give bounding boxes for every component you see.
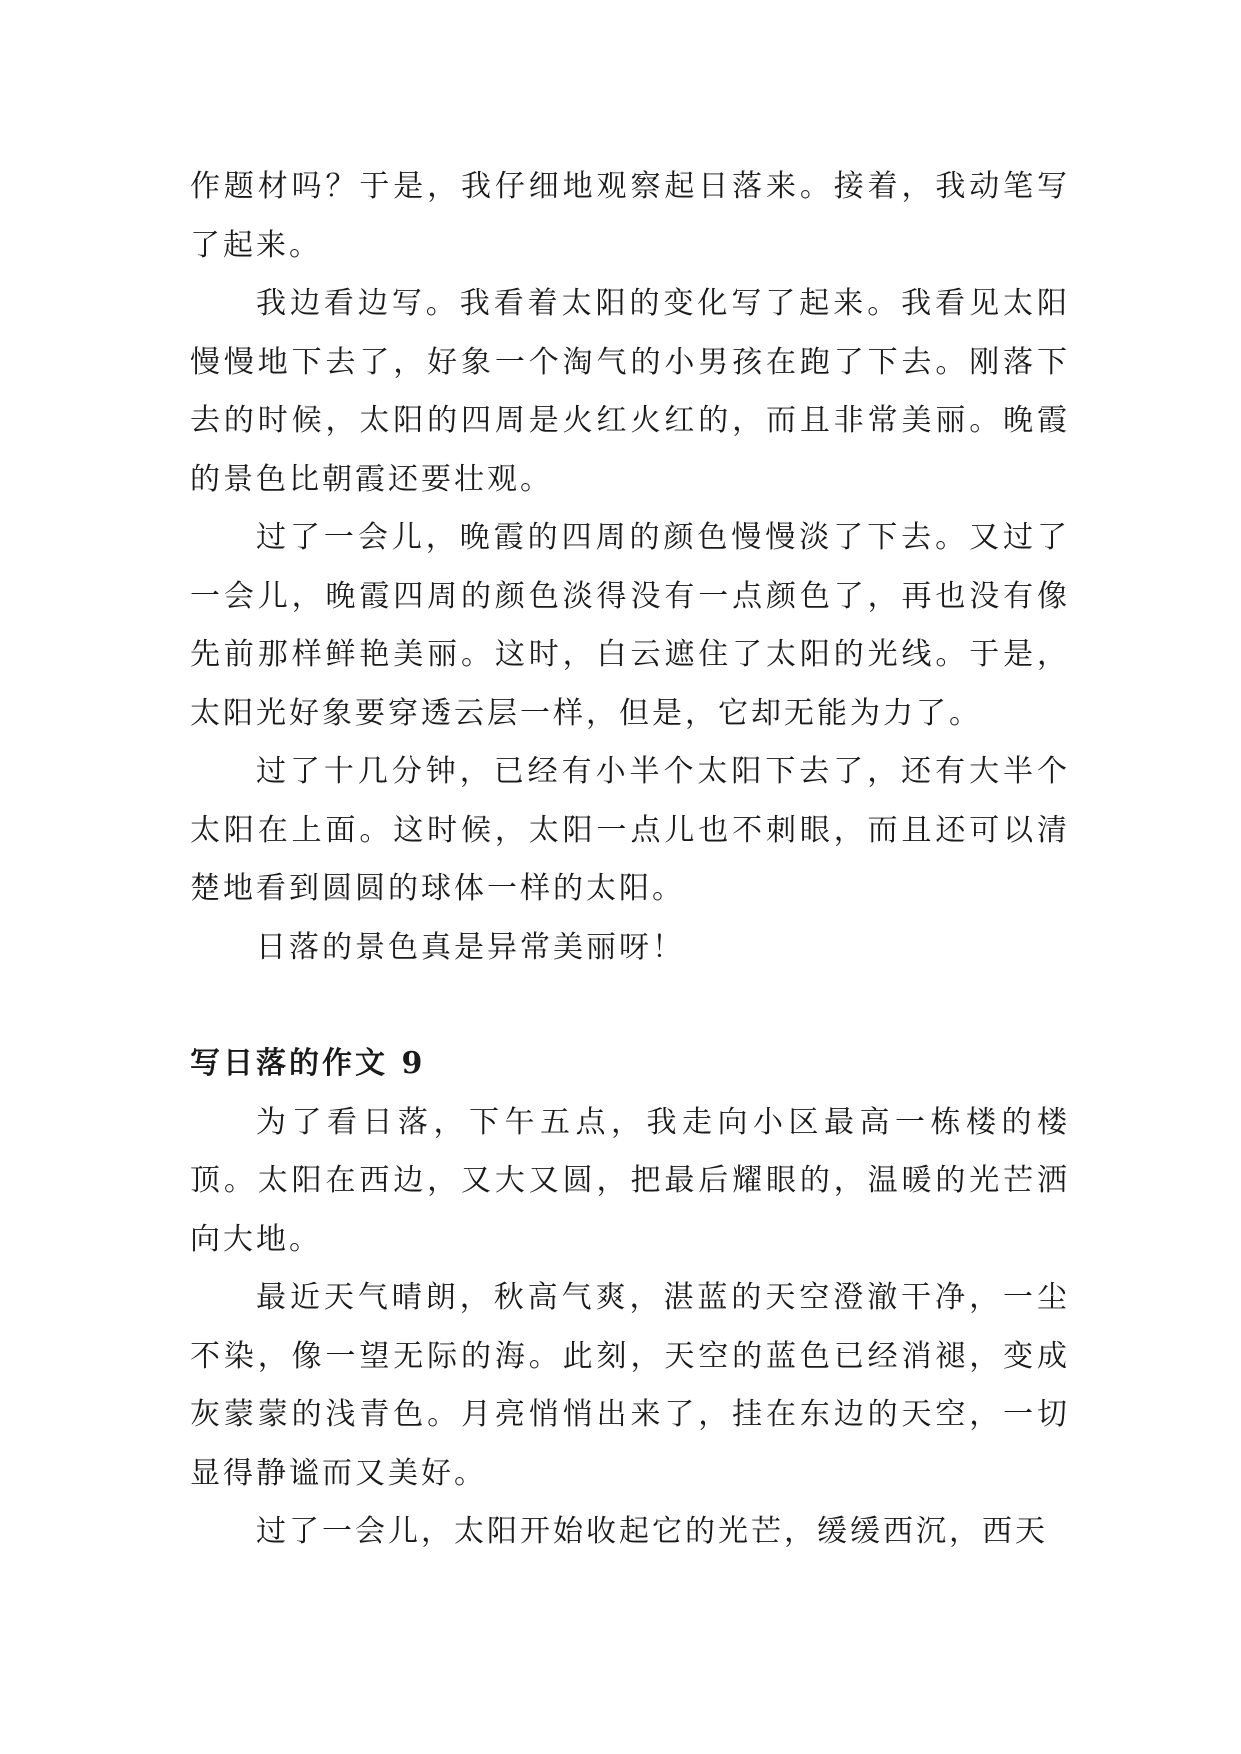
- paragraph: 过了一会儿，太阳开始收起它的光芒，缓缓西沉，西天: [256, 1514, 1048, 1549]
- paragraph: 过了十几分钟，已经有小半个太阳下去了，还有大半个太阳在上面。这时候，太阳一点儿也不刺眼，而且还可以清楚地看到圆圆的球体一样的太阳。: [190, 754, 1070, 906]
- section-title: 写日落的作文 9: [190, 1046, 426, 1081]
- paragraph: 为了看日落，下午五点，我走向小区最高一栋楼的楼顶。太阳在西边，又大又圆，把最后耀眼的，温暖的光芒洒向大地。: [190, 1104, 1070, 1257]
- section-spacer: [190, 977, 1070, 1035]
- paragraph: 最近天气晴朗，秋高气爽，湛蓝的天空澄澈干净，一尘不染，像一望无际的海。此刻，天空的蓝色已经消褪，变成灰蒙蒙的浅青色。月亮悄悄出来了，挂在东边的天空，一切显得静谧而又美好。: [190, 1280, 1070, 1491]
- paragraph: 过了一会儿，晚霞的四周的颜色慢慢淡了下去。又过了一会儿，晚霞四周的颜色淡得没有一点颜色了，再也没有像先前那样鲜艳美丽。这时，白云遮住了太阳的光线。于是，太阳光好象要穿透云层一样，但是，它却无能为力了。: [190, 520, 1070, 731]
- document-body: [190, 158, 1070, 1562]
- paragraph: 我边看边写。我看着太阳的变化写了起来。我看见太阳慢慢地下去了，好象一个淘气的小男孩在跑了下去。刚落下去的时候，太阳的四周是火红火红的，而且非常美丽。晚霞的景色比朝霞还要壮观。: [190, 286, 1070, 497]
- paragraph-continued: 作题材吗？于是，我仔细地观察起日落来。接着，我动笔写了起来。: [190, 169, 1070, 263]
- paragraph: 日落的景色真是异常美丽呀！: [256, 929, 685, 965]
